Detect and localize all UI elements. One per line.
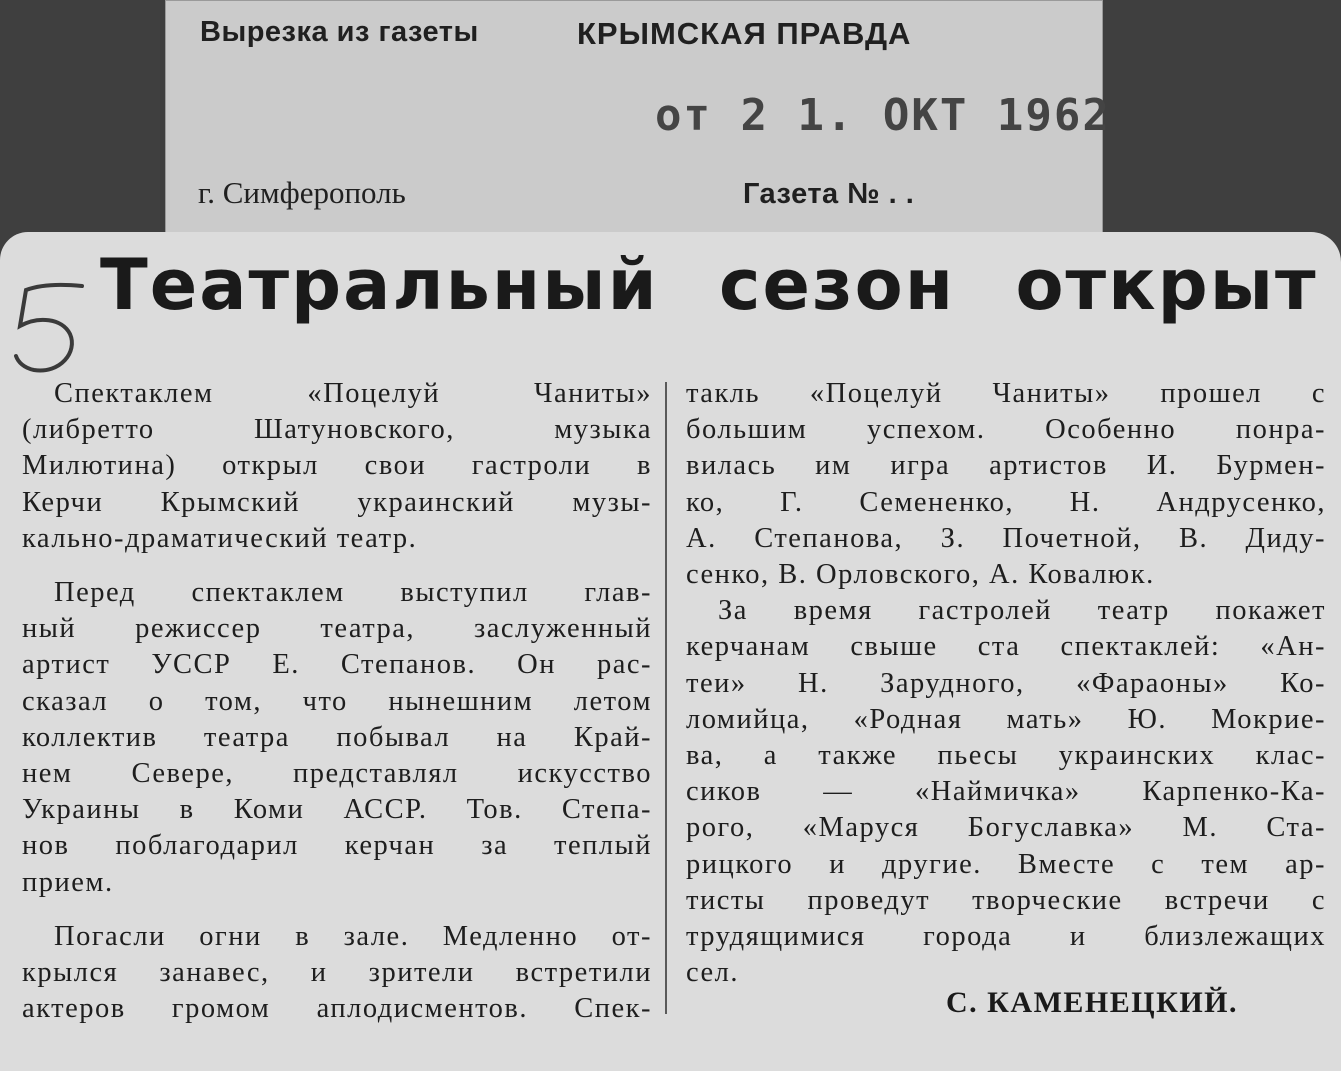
- article-line: актеров громом аплодисментов. Спек-: [22, 993, 652, 1025]
- article-line: Милютина) открыл свои гастроли в: [22, 450, 652, 482]
- city-label: г. Симферополь: [198, 175, 406, 210]
- issue-number-label: Газета № . .: [743, 178, 915, 210]
- date-stamp: от 2 1. ОКТ 1962: [655, 90, 1111, 141]
- article-line: ломийца, «Родная мать» Ю. Мокрие-: [686, 703, 1326, 735]
- article-line: сказал о том, что нынешним летом: [22, 685, 652, 717]
- article-signature: С. КАМЕНЕЦКИЙ.: [946, 986, 1239, 1019]
- article-line: (либретто Шатуновского, музыка: [22, 414, 652, 446]
- article-line: Погасли огни в зале. Медленно от-: [54, 920, 652, 952]
- article-right-column: [686, 376, 1326, 991]
- article-line: Керчи Крымский украинский музы-: [22, 486, 652, 518]
- article-line: теи» Н. Зарудного, «Фараоны» Ко-: [686, 667, 1326, 699]
- article-left-column: [22, 376, 652, 1027]
- article-line: ва, а также пьесы украинских клас-: [686, 740, 1326, 772]
- article-line: артист УССР Е. Степанов. Он рас-: [22, 649, 652, 681]
- newspaper-clipping: [0, 232, 1341, 1071]
- article-line: сиков — «Наймичка» Карпенко-Ка-: [686, 776, 1326, 808]
- article-line: трудящимися города и близлежащих: [686, 921, 1326, 953]
- header-slip: [165, 0, 1111, 260]
- article-line: кально-драматический театр.: [22, 522, 418, 554]
- article-title: Театральный сезон открыт: [100, 244, 1318, 326]
- article-line: нем Севере, представлял искусство: [22, 758, 652, 790]
- article-line: ко, Г. Семененко, Н. Андрусенко,: [686, 486, 1326, 518]
- article-line: керчанам свыше ста спектаклей: «Ан-: [686, 631, 1326, 663]
- clipping-source-label: Вырезка из газеты: [200, 16, 479, 48]
- article-line: большим успехом. Особенно понра-: [686, 414, 1326, 446]
- article-line: рого, «Маруся Богуславка» М. Ста-: [686, 812, 1326, 844]
- article-line: сел.: [686, 957, 739, 989]
- article-line: нов поблагодарил керчан за теплый: [22, 830, 652, 862]
- newspaper-name: КРЫМСКАЯ ПРАВДА: [577, 16, 912, 51]
- article-line: А. Степанова, З. Почетной, В. Диду-: [686, 522, 1326, 554]
- column-divider: [665, 382, 667, 1014]
- article-line: такль «Поцелуй Чаниты» прошел с: [686, 378, 1326, 409]
- handwritten-page-number: [4, 270, 94, 380]
- article-line: ный режиссер театра, заслуженный: [22, 613, 652, 645]
- article-line: прием.: [22, 866, 114, 898]
- article-line: сенко, В. Орловского, А. Ковалюк.: [686, 559, 1155, 591]
- article-line: коллектив театра побывал на Край-: [22, 721, 652, 753]
- article-line: тисты проведут творческие встречи с: [686, 884, 1326, 916]
- article-line: вилась им игра артистов И. Бурмен-: [686, 450, 1326, 482]
- article-line: Спектаклем «Поцелуй Чаниты»: [54, 378, 652, 409]
- article-line: Перед спектаклем выступил глав-: [54, 577, 652, 609]
- article-line: За время гастролей театр покажет: [718, 595, 1326, 627]
- article-line: Украины в Коми АССР. Тов. Степа-: [22, 794, 652, 826]
- article-line: крылся занавес, и зрители встретили: [22, 957, 652, 989]
- article-line: рицкого и другие. Вместе с тем ар-: [686, 848, 1326, 880]
